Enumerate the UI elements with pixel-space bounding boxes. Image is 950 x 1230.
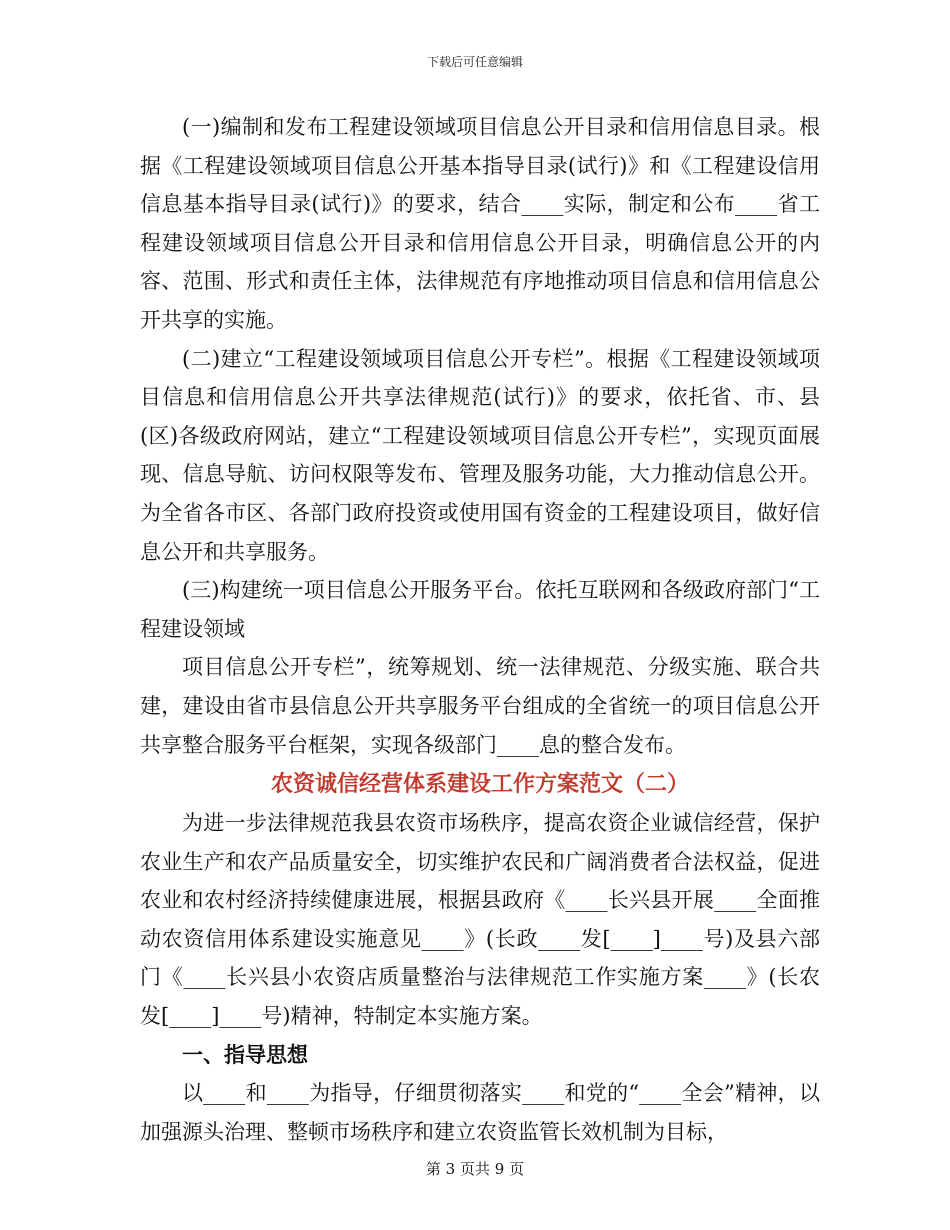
document-heading: 农资诚信经营体系建设工作方案范文（二）	[270, 772, 689, 798]
document-body	[140, 108, 820, 1151]
paragraph-catalog: (一)编制和发布工程建设领域项目信息公开目录和信用信息目录。根据《工程建设领域项目信息公开基本指导目录(试行)》和《工程建设信用信息基本指导目录(试行)》的要求，结合____实际，制定和公布____省工程建设领域项目信息公开目录和信用信息公开目录，明确信息公开的内容、范围、形式和责任主体，法律规范有序地推动项目信息和信用信息公开共享的实施。	[140, 115, 820, 332]
paragraph-platform: (三)构建统一项目信息公开服务平台。依托互联网和各级政府部门“工程建设领域	[140, 578, 820, 641]
paragraph-intro: 为进一步法律规范我县农资市场秩序，提高农资企业诚信经营，保护农业生产和农产品质量安全，切实维护农民和广阔消费者合法权益，促进农业和农村经济持续健康进展，根据县政府《____长兴县开展____全面推动农资信用体系建设实施意见____》(长政____发[____]____号)及县六部门《____长兴县小农资店质量整治与法律规范工作实施方案____》(长农发[____]____号)精神，特制定本实施方案。	[140, 811, 820, 1029]
section-title: 一、指导思想	[182, 1042, 308, 1067]
header-note: 下载后可任意编辑	[426, 55, 523, 69]
page-number: 第 3 页共 9 页	[425, 1160, 525, 1178]
paragraph-guiding: 以____和____为指导，仔细贯彻落实____和党的“____全会”精神，以加强源头治理、整顿市场秩序和建立农资监管长效机制为目标，	[140, 1081, 820, 1144]
paragraph-column: (二)建立“工程建设领域项目信息公开专栏”。根据《工程建设领域项目信息和信用信息公开共享法律规范(试行)》的要求，依托省、市、县(区)各级政府网站，建立“工程建设领域项目信息公开专栏”，实现页面展现、信息导航、访问权限等发布、管理及服务功能，大力推动信息公开。为全省各市区、各部门政府投资或使用国有资金的工程建设项目，做好信息公开和共享服务。	[140, 346, 820, 564]
paragraph-platform-cont: 项目信息公开专栏”，统筹规划、统一法律规范、分级实施、联合共建，建设由省市县信息公开共享服务平台组成的全省统一的项目信息公开共享整合服务平台框架，实现各级部门____息的整合发布。	[140, 655, 820, 757]
